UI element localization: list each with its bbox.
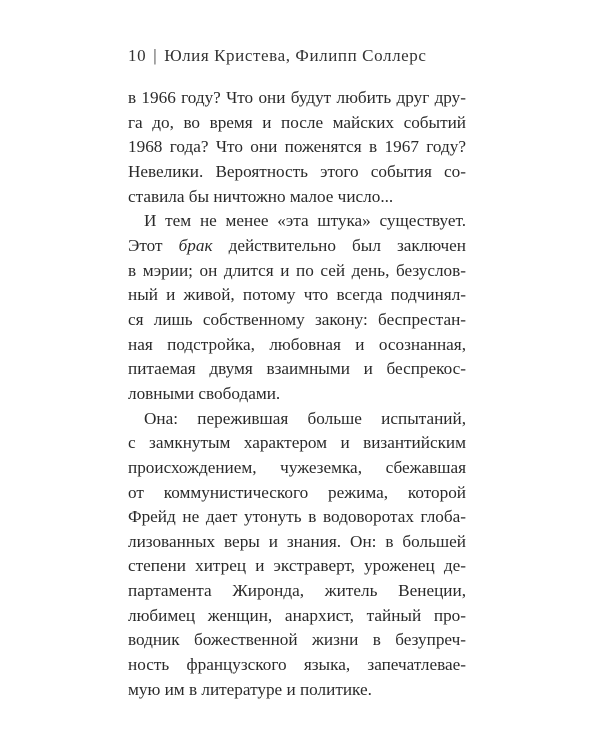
paragraph-1 xyxy=(128,86,466,209)
text-line: 1968 года? Что они поженятся в 1967 году? xyxy=(128,137,466,157)
text-segment: действительно был заключен xyxy=(212,235,466,255)
text-line: мую им в литературе и политике. xyxy=(128,679,372,699)
text-line: в мэрии; он длится и по сей день, безуслов- xyxy=(128,260,466,280)
page-number: 10 xyxy=(128,46,147,65)
text-line: га до, во время и после майских событий xyxy=(128,112,466,132)
italic-word: брак xyxy=(178,235,213,255)
header-authors: Юлия Кристева, Филипп Соллерс xyxy=(164,46,427,65)
paragraph-2 xyxy=(128,209,466,406)
text-line: степени хитрец и экстраверт, уроженец де- xyxy=(128,556,466,576)
text-line: лизованных веры и знания. Он: в большей xyxy=(128,531,466,551)
text-line: Фрейд не дает утонуть в водоворотах глоба- xyxy=(128,507,466,527)
text-line: ся лишь собственному закону: беспрестан- xyxy=(128,309,466,329)
text-line: в 1966 году? Что они будут любить друг дру- xyxy=(128,88,466,107)
text-line: Она: пережившая больше испытаний, xyxy=(144,408,466,428)
text-line: ный и живой, потому что всегда подчинял- xyxy=(128,285,466,305)
text-line xyxy=(128,234,466,259)
text-line: любимец женщин, анархист, тайный про- xyxy=(128,605,466,625)
text-line: происхождением, чужеземка, сбежавшая xyxy=(128,457,466,477)
paragraph-3 xyxy=(128,407,466,703)
text-line: ность французского языка, запечатлевае- xyxy=(128,655,466,675)
header-separator: | xyxy=(153,46,158,65)
text-line: ловными свободами. xyxy=(128,383,281,403)
text-line: Невелики. Вероятность этого события со- xyxy=(128,161,466,181)
text-line: И тем не менее «эта штука» существует. xyxy=(144,211,466,231)
text-line: партамента Жиронда, житель Венеции, xyxy=(128,581,466,601)
running-header xyxy=(128,46,427,66)
text-line: от коммунистического режима, которой xyxy=(128,482,466,502)
text-line: ная подстройка, любовная и осознанная, xyxy=(128,334,466,354)
text-line: ставила бы ничтожно малое число... xyxy=(128,186,394,206)
text-line: питаемая двумя взаимными и беспрекос- xyxy=(128,359,466,379)
text-segment: Этот xyxy=(128,235,179,255)
page-body-text xyxy=(128,86,466,702)
text-line: водник божественной жизни в безупреч- xyxy=(128,630,466,650)
text-line: с замкнутым характером и византийским xyxy=(128,433,466,453)
